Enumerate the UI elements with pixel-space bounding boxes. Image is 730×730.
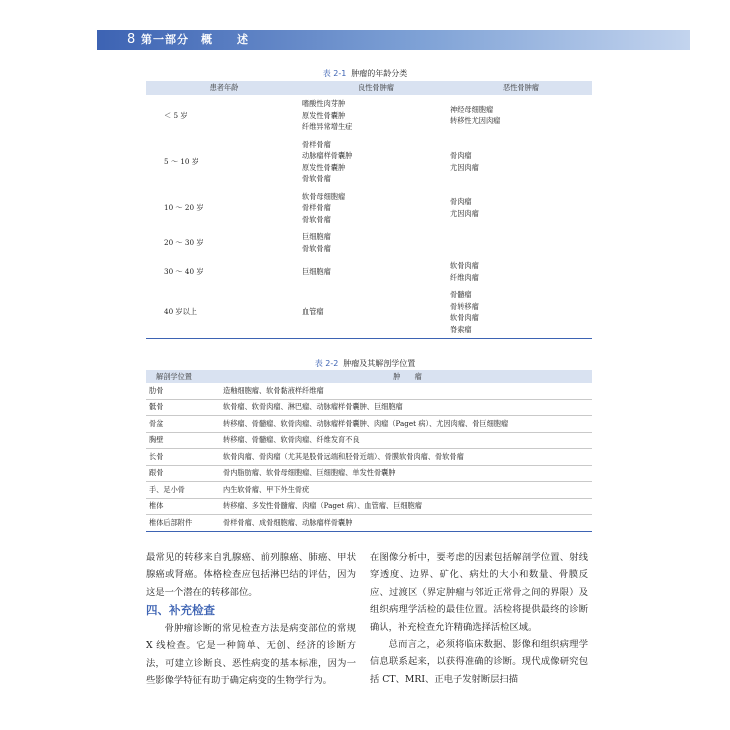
table-row (146, 95, 592, 136)
site-cell: 肋骨 (146, 383, 223, 399)
t1-header-malignant: 恶性骨肿瘤 (450, 81, 592, 95)
age-cell: 30 ～ 40 岁 (164, 266, 204, 276)
table-row (146, 432, 592, 449)
body-intro-paragraph: 最常见的转移来自乳腺癌、前列腺癌、肺癌、甲状腺癌或肾癌。体格检查应包括淋巴结的评估，因为这是一个潜在的转移部位。 (146, 552, 356, 598)
table-row (146, 482, 592, 499)
tumors-cell: 造釉细胞瘤、软骨黏液样纤维瘤 (223, 383, 592, 399)
site-cell: 长骨 (146, 449, 223, 466)
table-row (146, 136, 592, 188)
table2-caption (0, 358, 730, 369)
table1-number: 表 2-1 (322, 69, 347, 78)
tumors-cell: 骨样骨瘤、成骨细胞瘤、动脉瘤样骨囊肿 (223, 515, 592, 532)
age-classification-table (146, 81, 592, 339)
anatomical-site-table (146, 370, 592, 532)
table-row (146, 257, 592, 286)
table-row (146, 515, 592, 532)
benign-cell: 软骨母细胞瘤 骨样骨瘤 骨软骨瘤 (302, 191, 346, 224)
malignant-cell: 软骨肉瘤 纤维肉瘤 (450, 261, 479, 282)
benign-cell: 嗜酸性肉芽肿 原发性骨囊肿 纤维异常增生症 (302, 99, 353, 131)
age-cell: 5 ～ 10 岁 (164, 156, 199, 166)
tumors-cell: 转移瘤、骨髓瘤、软骨肉瘤、动脉瘤样骨囊肿、肉瘤（Paget 病）、尤因肉瘤、骨巨细胞瘤 (223, 416, 592, 433)
t2-header-tumors: 肿 瘤 (223, 370, 592, 383)
tumors-cell: 骨内脂肪瘤、软骨母细胞瘤、巨细胞瘤、单发性骨囊肿 (223, 465, 592, 482)
page-header (97, 30, 690, 50)
malignant-cell: 骨肉瘤 尤因肉瘤 (450, 197, 479, 218)
site-cell: 骨盆 (146, 416, 223, 433)
malignant-cell: 骨髓瘤 骨转移瘤 软骨肉瘤 脊索瘤 (450, 286, 592, 339)
tumors-cell: 内生软骨瘤、甲下外生骨疣 (223, 482, 592, 499)
tumors-cell: 软骨瘤、软骨肉瘤、淋巴瘤、动脉瘤样骨囊肿、巨细胞瘤 (223, 399, 592, 416)
tumors-cell: 软骨肉瘤、骨肉瘤（尤其是股骨远端和胫骨近端）、骨膜软骨肉瘤、骨软骨瘤 (223, 449, 592, 466)
body-right-paragraph-1: 在图像分析中，要考虑的因素包括解剖学位置、射线穿透度、边界、矿化、病灶的大小和数量、骨膜反应、过渡区（界定肿瘤与邻近正常骨之间的界限）及组织病理学活检的最佳位置。活检将提供最终的诊断确认，补充检查允许精确选择活检区域。 (370, 552, 588, 633)
tumors-cell: 转移瘤、骨髓瘤、软骨肉瘤、纤维发育不良 (223, 432, 592, 449)
table-row (146, 383, 592, 399)
site-cell: 骶骨 (146, 399, 223, 416)
table1-title: 肿瘤的年龄分类 (351, 69, 408, 78)
section-heading: 四、补充检查 (146, 603, 215, 617)
t1-header-benign: 良性骨肿瘤 (302, 81, 450, 95)
malignant-cell: 骨肉瘤 尤因肉瘤 (450, 151, 479, 172)
benign-cell: 巨细胞瘤 (302, 266, 331, 276)
table2-title: 肿瘤及其解剖学位置 (343, 359, 416, 368)
site-cell: 椎体 (146, 498, 223, 515)
t2-header-site: 解剖学位置 (146, 370, 223, 383)
table-row (146, 449, 592, 466)
site-cell: 跟骨 (146, 465, 223, 482)
site-cell: 胸壁 (146, 432, 223, 449)
table-row (146, 286, 592, 339)
table-row (146, 465, 592, 482)
benign-cell: 骨样骨瘤 动脉瘤样骨囊肿 原发性骨囊肿 骨软骨瘤 (302, 139, 353, 183)
table-row (146, 498, 592, 515)
table2-number: 表 2-2 (314, 359, 339, 368)
table1-caption (0, 68, 730, 79)
age-cell: 40 岁以上 (146, 286, 302, 339)
page-number: 8 (127, 32, 136, 47)
site-cell: 手、足小骨 (146, 482, 223, 499)
tumors-cell: 转移瘤、多发性骨髓瘤、肉瘤（Paget 病）、血管瘤、巨细胞瘤 (223, 498, 592, 515)
age-cell: ＜ 5 岁 (164, 110, 188, 120)
malignant-cell: 神经母细胞瘤 转移性尤因肉瘤 (450, 104, 501, 126)
table-row (146, 188, 592, 229)
age-cell: 10 ～ 20 岁 (164, 203, 204, 212)
t1-header-age: 患者年龄 (146, 81, 302, 95)
benign-cell: 血管瘤 (302, 286, 450, 339)
body-right-paragraph-2: 总而言之，必须将临床数据、影像和组织病理学信息联系起来，以获得准确的诊断。现代成像研究包括 CT、MRI、正电子发射断层扫描 (370, 639, 588, 685)
site-cell: 椎体后部附件 (146, 515, 223, 532)
age-cell: 20 ～ 30 岁 (164, 237, 204, 247)
section-title: 第一部分 概 述 (141, 33, 249, 46)
benign-cell: 巨细胞瘤 骨软骨瘤 (302, 232, 331, 253)
table-row (146, 399, 592, 416)
table-row (146, 228, 592, 257)
body-left-paragraph: 骨肿瘤诊断的常见检查方法是病变部位的常规 X 线检查。它是一种简单、无创、经济的诊断方法，可建立诊断良、恶性病变的基本标准，因为一些影像学特征有助于确定病变的生物学行为。 (146, 623, 356, 687)
table-row (146, 416, 592, 433)
malignant-cell (450, 228, 592, 257)
